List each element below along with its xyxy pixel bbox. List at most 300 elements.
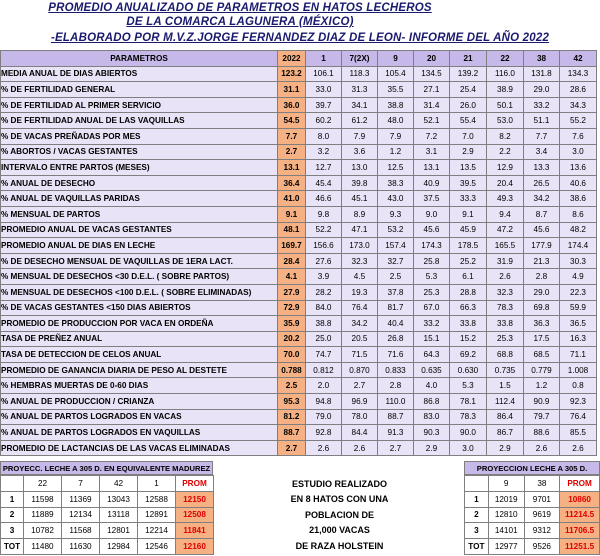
herd-value-cell: 0.833 bbox=[378, 362, 414, 378]
herd-value-cell: 9.3 bbox=[378, 206, 414, 222]
herd-value-cell: 88.6 bbox=[524, 425, 560, 441]
herd-value-cell: 2.9 bbox=[487, 440, 524, 456]
projection-row-label: 1 bbox=[465, 491, 489, 507]
parameter-label: PROMEDIO DE GANANCIA DIARIA DE PESO AL DESTETE bbox=[1, 362, 278, 378]
herd-value-cell: 2.0 bbox=[306, 378, 342, 394]
herd-value-cell: 105.4 bbox=[378, 66, 414, 82]
report-header bbox=[0, 0, 600, 48]
herd-value-cell: 37.8 bbox=[378, 284, 414, 300]
column-header-1: 1 bbox=[306, 51, 342, 67]
table-row bbox=[1, 300, 597, 316]
herd-value-cell: 69.8 bbox=[524, 300, 560, 316]
table-row bbox=[1, 175, 597, 191]
herd-value-cell: 21.3 bbox=[524, 253, 560, 269]
parameter-label: INTERVALO ENTRE PARTOS (MESES) bbox=[1, 160, 278, 176]
year-average-cell: 27.9 bbox=[278, 284, 306, 300]
herd-value-cell: 55.4 bbox=[450, 113, 487, 129]
herd-value-cell: 3.2 bbox=[306, 144, 342, 160]
herd-value-cell: 52.1 bbox=[414, 113, 450, 129]
table-row bbox=[1, 362, 597, 378]
herd-value-cell: 92.8 bbox=[306, 425, 342, 441]
table-row bbox=[1, 191, 597, 207]
projection-row-label: 2 bbox=[465, 507, 489, 523]
herd-value-cell: 86.4 bbox=[487, 409, 524, 425]
table-row bbox=[1, 97, 597, 113]
herd-value-cell: 39.7 bbox=[306, 97, 342, 113]
herd-value-cell: 134.5 bbox=[414, 66, 450, 82]
herd-value-cell: 59.9 bbox=[560, 300, 597, 316]
herd-value-cell: 2.6 bbox=[342, 440, 378, 456]
herd-value-cell: 0.735 bbox=[487, 362, 524, 378]
parameter-label: % MENSUAL DE DESECHOS <100 D.E.L. ( SOBRE ELIMINADAS) bbox=[1, 284, 278, 300]
herd-value-cell: 7.2 bbox=[414, 128, 450, 144]
herd-value-cell: 116.0 bbox=[487, 66, 524, 82]
year-average-cell: 70.0 bbox=[278, 347, 306, 363]
herd-value-cell: 9.1 bbox=[450, 206, 487, 222]
herd-value-cell: 53.0 bbox=[487, 113, 524, 129]
herd-value-cell: 2.8 bbox=[524, 269, 560, 285]
herd-value-cell: 7.0 bbox=[450, 128, 487, 144]
herd-value-cell: 74.7 bbox=[306, 347, 342, 363]
parameter-label: % DE FERTILIDAD GENERAL bbox=[1, 82, 278, 98]
herd-value-cell: 7.7 bbox=[524, 128, 560, 144]
herd-value-cell: 2.8 bbox=[378, 378, 414, 394]
year-average-cell: 41.0 bbox=[278, 191, 306, 207]
year-average-cell: 9.1 bbox=[278, 206, 306, 222]
herd-value-cell: 2.5 bbox=[378, 269, 414, 285]
herd-value-cell: 38.3 bbox=[378, 175, 414, 191]
herd-value-cell: 2.9 bbox=[450, 144, 487, 160]
herd-value-cell: 84.0 bbox=[306, 300, 342, 316]
herd-value-cell: 7.9 bbox=[342, 128, 378, 144]
projection-value-cell: 11598 bbox=[24, 491, 62, 507]
herd-value-cell: 13.6 bbox=[560, 160, 597, 176]
table-row bbox=[1, 331, 597, 347]
herd-value-cell: 49.3 bbox=[487, 191, 524, 207]
herd-value-cell: 33.3 bbox=[450, 191, 487, 207]
herd-value-cell: 12.5 bbox=[378, 160, 414, 176]
parameter-label: % ANUAL DE PARTOS LOGRADOS EN VACAS bbox=[1, 409, 278, 425]
table-row bbox=[1, 394, 597, 410]
projection-prom-cell: 12508 bbox=[176, 507, 214, 523]
projection-right-title: PROYECCION LECHE A 305 D. bbox=[464, 461, 600, 475]
herd-value-cell: 139.2 bbox=[450, 66, 487, 82]
column-header-21: 21 bbox=[450, 51, 487, 67]
herd-value-cell: 91.3 bbox=[378, 425, 414, 441]
column-header-2022: 2022 bbox=[278, 51, 306, 67]
herd-value-cell: 48.2 bbox=[560, 222, 597, 238]
projection-value-cell: 13118 bbox=[100, 507, 138, 523]
herd-value-cell: 0.630 bbox=[450, 362, 487, 378]
herd-value-cell: 96.9 bbox=[342, 394, 378, 410]
herd-value-cell: 79.0 bbox=[306, 409, 342, 425]
herd-value-cell: 2.6 bbox=[487, 269, 524, 285]
herd-value-cell: 27.1 bbox=[414, 82, 450, 98]
herd-value-cell: 67.0 bbox=[414, 300, 450, 316]
herd-value-cell: 39.8 bbox=[342, 175, 378, 191]
projection-value-cell: 11568 bbox=[62, 523, 100, 539]
report-author-line: -ELABORADO POR M.V.Z.JORGE FERNANDEZ DIAZ DE LEON- INFORME DEL AÑO 2022 bbox=[50, 32, 550, 44]
herd-value-cell: 45.4 bbox=[306, 175, 342, 191]
parameter-label: % ABORTOS / VACAS GESTANTES bbox=[1, 144, 278, 160]
herd-value-cell: 34.3 bbox=[560, 97, 597, 113]
herd-value-cell: 25.3 bbox=[414, 284, 450, 300]
column-header-9: 9 bbox=[378, 51, 414, 67]
herd-value-cell: 48.0 bbox=[378, 113, 414, 129]
herd-value-cell: 9.0 bbox=[414, 206, 450, 222]
herd-value-cell: 25.2 bbox=[450, 253, 487, 269]
projection-header-cell: PROM bbox=[176, 476, 214, 492]
projection-value-cell: 10782 bbox=[24, 523, 62, 539]
projection-prom-cell: 11214.5 bbox=[560, 507, 600, 523]
parameter-label: % MENSUAL DE DESECHOS <30 D.E.L. ( SOBRE PARTOS) bbox=[1, 269, 278, 285]
herd-value-cell: 15.2 bbox=[450, 331, 487, 347]
projection-value-cell: 12801 bbox=[100, 523, 138, 539]
parameter-label: % DE DESECHO MENSUAL DE VAQUILLAS DE 1ERA LACT. bbox=[1, 253, 278, 269]
projection-row bbox=[465, 491, 600, 507]
projection-row bbox=[465, 523, 600, 539]
herd-value-cell: 13.0 bbox=[342, 160, 378, 176]
herd-value-cell: 118.3 bbox=[342, 66, 378, 82]
herd-value-cell: 0.812 bbox=[306, 362, 342, 378]
herd-value-cell: 177.9 bbox=[524, 238, 560, 254]
projection-value-cell: 11630 bbox=[62, 539, 100, 555]
projection-header-cell: 38 bbox=[524, 476, 560, 492]
projection-row-label: 3 bbox=[1, 523, 24, 539]
table-header-row bbox=[1, 51, 597, 67]
projection-header-cell bbox=[1, 476, 24, 492]
herd-value-cell: 2.6 bbox=[524, 440, 560, 456]
herd-value-cell: 29.0 bbox=[524, 284, 560, 300]
herd-value-cell: 53.2 bbox=[378, 222, 414, 238]
column-header-38: 38 bbox=[524, 51, 560, 67]
herd-value-cell: 3.0 bbox=[560, 144, 597, 160]
projection-value-cell: 12019 bbox=[488, 491, 524, 507]
parameter-label: % HEMBRAS MUERTAS DE 0-60 DIAS bbox=[1, 378, 278, 394]
projection-header-cell: 42 bbox=[100, 476, 138, 492]
study-note bbox=[222, 475, 457, 555]
parameter-label: PROMEDIO DE LACTANCIAS DE LAS VACAS ELIMINADAS bbox=[1, 440, 278, 456]
herd-value-cell: 40.6 bbox=[560, 175, 597, 191]
herd-value-cell: 71.1 bbox=[560, 347, 597, 363]
year-average-cell: 123.2 bbox=[278, 66, 306, 82]
herd-value-cell: 45.6 bbox=[524, 222, 560, 238]
herd-value-cell: 157.4 bbox=[378, 238, 414, 254]
herd-value-cell: 25.4 bbox=[450, 82, 487, 98]
herd-value-cell: 34.2 bbox=[342, 316, 378, 332]
projection-row bbox=[1, 523, 214, 539]
year-average-cell: 28.4 bbox=[278, 253, 306, 269]
herd-value-cell: 25.8 bbox=[414, 253, 450, 269]
year-average-cell: 31.1 bbox=[278, 82, 306, 98]
projection-prom-cell: 10860 bbox=[560, 491, 600, 507]
table-row bbox=[1, 66, 597, 82]
herd-value-cell: 32.3 bbox=[487, 284, 524, 300]
projection-row-label: TOT bbox=[1, 539, 24, 555]
herd-value-cell: 32.7 bbox=[378, 253, 414, 269]
projection-row bbox=[1, 507, 214, 523]
herd-value-cell: 8.0 bbox=[306, 128, 342, 144]
table-row bbox=[1, 347, 597, 363]
projection-prom-cell: 12150 bbox=[176, 491, 214, 507]
herd-value-cell: 131.8 bbox=[524, 66, 560, 82]
parameter-label: % DE VACAS PREÑADAS POR MES bbox=[1, 128, 278, 144]
herd-value-cell: 45.9 bbox=[450, 222, 487, 238]
column-header-20: 20 bbox=[414, 51, 450, 67]
herd-value-cell: 60.2 bbox=[306, 113, 342, 129]
table-row bbox=[1, 316, 597, 332]
herd-value-cell: 68.5 bbox=[524, 347, 560, 363]
herd-value-cell: 61.2 bbox=[342, 113, 378, 129]
herd-value-cell: 31.4 bbox=[414, 97, 450, 113]
herd-value-cell: 84.4 bbox=[342, 425, 378, 441]
projection-row bbox=[465, 507, 600, 523]
projections-section bbox=[0, 461, 600, 556]
herd-value-cell: 165.5 bbox=[487, 238, 524, 254]
projection-prom-cell: 11841 bbox=[176, 523, 214, 539]
herd-value-cell: 17.5 bbox=[524, 331, 560, 347]
herd-value-cell: 90.0 bbox=[450, 425, 487, 441]
herd-value-cell: 30.3 bbox=[560, 253, 597, 269]
year-average-cell: 72.9 bbox=[278, 300, 306, 316]
table-row bbox=[1, 128, 597, 144]
projection-header-row bbox=[1, 476, 214, 492]
projection-row bbox=[465, 539, 600, 555]
study-note-line: ESTUDIO REALIZADO bbox=[291, 478, 387, 489]
herd-value-cell: 19.3 bbox=[342, 284, 378, 300]
projection-left-title: PROYECC. LECHE A 305 D. EN EQUIVALENTE MADUREZ bbox=[0, 461, 213, 475]
year-average-cell: 2.7 bbox=[278, 440, 306, 456]
projection-value-cell: 12546 bbox=[138, 539, 176, 555]
herd-value-cell: 33.2 bbox=[414, 316, 450, 332]
herd-value-cell: 2.6 bbox=[306, 440, 342, 456]
projection-value-cell: 12977 bbox=[488, 539, 524, 555]
herd-value-cell: 52.2 bbox=[306, 222, 342, 238]
herd-value-cell: 4.5 bbox=[342, 269, 378, 285]
herd-value-cell: 34.1 bbox=[342, 97, 378, 113]
herd-value-cell: 78.3 bbox=[487, 300, 524, 316]
table-row bbox=[1, 206, 597, 222]
table-row bbox=[1, 378, 597, 394]
herd-value-cell: 12.9 bbox=[487, 160, 524, 176]
herd-value-cell: 76.4 bbox=[560, 409, 597, 425]
herd-value-cell: 3.4 bbox=[524, 144, 560, 160]
report-title-line-1: PROMEDIO ANUALIZADO DE PARAMETROS EN HATOS LECHEROS bbox=[48, 2, 432, 14]
herd-value-cell: 156.6 bbox=[306, 238, 342, 254]
herd-value-cell: 3.6 bbox=[342, 144, 378, 160]
projection-value-cell: 11480 bbox=[24, 539, 62, 555]
herd-value-cell: 106.1 bbox=[306, 66, 342, 82]
herd-value-cell: 2.7 bbox=[342, 378, 378, 394]
herd-value-cell: 2.2 bbox=[487, 144, 524, 160]
herd-value-cell: 71.5 bbox=[342, 347, 378, 363]
table-row bbox=[1, 82, 597, 98]
herd-value-cell: 5.3 bbox=[450, 378, 487, 394]
herd-value-cell: 3.9 bbox=[306, 269, 342, 285]
table-row bbox=[1, 113, 597, 129]
table-row bbox=[1, 284, 597, 300]
year-average-cell: 20.2 bbox=[278, 331, 306, 347]
herd-value-cell: 27.6 bbox=[306, 253, 342, 269]
projection-value-cell: 12134 bbox=[62, 507, 100, 523]
projection-header-cell: 1 bbox=[138, 476, 176, 492]
herd-value-cell: 83.0 bbox=[414, 409, 450, 425]
projection-value-cell: 9619 bbox=[524, 507, 560, 523]
report-title-line-2: DE LA COMARCA LAGUNERA (MÉXICO) bbox=[126, 16, 354, 28]
parameters-table bbox=[0, 50, 597, 456]
herd-value-cell: 68.8 bbox=[487, 347, 524, 363]
herd-value-cell: 8.7 bbox=[524, 206, 560, 222]
year-average-cell: 7.7 bbox=[278, 128, 306, 144]
herd-value-cell: 78.3 bbox=[450, 409, 487, 425]
herd-value-cell: 13.1 bbox=[414, 160, 450, 176]
herd-value-cell: 4.0 bbox=[414, 378, 450, 394]
herd-value-cell: 45.1 bbox=[342, 191, 378, 207]
projection-value-cell: 12214 bbox=[138, 523, 176, 539]
herd-value-cell: 174.3 bbox=[414, 238, 450, 254]
herd-value-cell: 6.1 bbox=[450, 269, 487, 285]
herd-value-cell: 90.9 bbox=[524, 394, 560, 410]
herd-value-cell: 13.5 bbox=[450, 160, 487, 176]
herd-value-cell: 34.2 bbox=[524, 191, 560, 207]
herd-value-cell: 36.3 bbox=[524, 316, 560, 332]
projection-header-cell: 7 bbox=[62, 476, 100, 492]
herd-value-cell: 64.3 bbox=[414, 347, 450, 363]
herd-value-cell: 12.7 bbox=[306, 160, 342, 176]
table-row bbox=[1, 269, 597, 285]
projection-value-cell: 11369 bbox=[62, 491, 100, 507]
column-header-42: 42 bbox=[560, 51, 597, 67]
herd-value-cell: 110.0 bbox=[378, 394, 414, 410]
herd-value-cell: 26.8 bbox=[378, 331, 414, 347]
herd-value-cell: 8.6 bbox=[560, 206, 597, 222]
herd-value-cell: 76.4 bbox=[342, 300, 378, 316]
herd-value-cell: 78.1 bbox=[450, 394, 487, 410]
year-average-cell: 48.1 bbox=[278, 222, 306, 238]
herd-value-cell: 20.4 bbox=[487, 175, 524, 191]
projection-value-cell: 12984 bbox=[100, 539, 138, 555]
parameter-label: PROMEDIO DE PRODUCCION POR VACA EN ORDEÑA bbox=[1, 316, 278, 332]
study-note-line: 21,000 VACAS bbox=[309, 525, 370, 535]
herd-value-cell: 45.6 bbox=[414, 222, 450, 238]
projection-prom-cell: 11251.5 bbox=[560, 539, 600, 555]
study-note-line: POBLACION DE bbox=[304, 509, 374, 520]
herd-value-cell: 88.7 bbox=[378, 409, 414, 425]
herd-value-cell: 32.3 bbox=[342, 253, 378, 269]
herd-value-cell: 38.8 bbox=[378, 97, 414, 113]
parameter-label: TASA DE PREÑEZ ANUAL bbox=[1, 331, 278, 347]
parameter-label: % DE FERTILIDAD ANUAL DE LAS VAQUILLAS bbox=[1, 113, 278, 129]
herd-value-cell: 173.0 bbox=[342, 238, 378, 254]
projection-row-label: 2 bbox=[1, 507, 24, 523]
year-average-cell: 4.1 bbox=[278, 269, 306, 285]
herd-value-cell: 2.9 bbox=[414, 440, 450, 456]
projection-value-cell: 9701 bbox=[524, 491, 560, 507]
projection-left-table bbox=[0, 475, 214, 555]
projection-row-label: 3 bbox=[465, 523, 489, 539]
herd-value-cell: 33.0 bbox=[306, 82, 342, 98]
herd-value-cell: 31.9 bbox=[487, 253, 524, 269]
herd-value-cell: 33.8 bbox=[487, 316, 524, 332]
parameter-label: PROMEDIO ANUAL DE DIAS EN LECHE bbox=[1, 238, 278, 254]
year-average-cell: 13.1 bbox=[278, 160, 306, 176]
herd-value-cell: 28.6 bbox=[560, 82, 597, 98]
column-header-parametros: PARAMETROS bbox=[1, 51, 278, 67]
projection-row-label: 1 bbox=[1, 491, 24, 507]
parameter-label: % ANUAL DE PARTOS LOGRADOS EN VAQUILLAS bbox=[1, 425, 278, 441]
herd-value-cell: 0.779 bbox=[524, 362, 560, 378]
herd-value-cell: 47.2 bbox=[487, 222, 524, 238]
herd-value-cell: 36.5 bbox=[560, 316, 597, 332]
herd-value-cell: 7.9 bbox=[378, 128, 414, 144]
herd-value-cell: 86.7 bbox=[487, 425, 524, 441]
projection-header-cell bbox=[465, 476, 489, 492]
column-header-22: 22 bbox=[487, 51, 524, 67]
projection-value-cell: 12891 bbox=[138, 507, 176, 523]
herd-value-cell: 38.9 bbox=[487, 82, 524, 98]
herd-value-cell: 2.6 bbox=[560, 440, 597, 456]
year-average-cell: 0.788 bbox=[278, 362, 306, 378]
table-row bbox=[1, 440, 597, 456]
year-average-cell: 2.7 bbox=[278, 144, 306, 160]
herd-value-cell: 78.0 bbox=[342, 409, 378, 425]
year-average-cell: 88.7 bbox=[278, 425, 306, 441]
herd-value-cell: 47.1 bbox=[342, 222, 378, 238]
herd-value-cell: 39.5 bbox=[450, 175, 487, 191]
herd-value-cell: 2.7 bbox=[378, 440, 414, 456]
table-row bbox=[1, 144, 597, 160]
herd-value-cell: 1.2 bbox=[378, 144, 414, 160]
year-average-cell: 169.7 bbox=[278, 238, 306, 254]
projection-value-cell: 9526 bbox=[524, 539, 560, 555]
herd-value-cell: 20.5 bbox=[342, 331, 378, 347]
herd-value-cell: 90.3 bbox=[414, 425, 450, 441]
herd-value-cell: 40.4 bbox=[378, 316, 414, 332]
herd-value-cell: 8.9 bbox=[342, 206, 378, 222]
herd-value-cell: 16.3 bbox=[560, 331, 597, 347]
herd-value-cell: 9.4 bbox=[487, 206, 524, 222]
herd-value-cell: 26.0 bbox=[450, 97, 487, 113]
table-row bbox=[1, 222, 597, 238]
projection-header-cell: 9 bbox=[488, 476, 524, 492]
parameter-label: % ANUAL DE VAQUILLAS PARIDAS bbox=[1, 191, 278, 207]
study-note-line: EN 8 HATOS CON UNA bbox=[290, 494, 389, 504]
herd-value-cell: 29.0 bbox=[524, 82, 560, 98]
herd-value-cell: 50.1 bbox=[487, 97, 524, 113]
herd-value-cell: 33.8 bbox=[450, 316, 487, 332]
herd-value-cell: 94.8 bbox=[306, 394, 342, 410]
projection-value-cell: 12810 bbox=[488, 507, 524, 523]
herd-value-cell: 38.8 bbox=[306, 316, 342, 332]
herd-value-cell: 92.3 bbox=[560, 394, 597, 410]
projection-prom-cell: 12160 bbox=[176, 539, 214, 555]
year-average-cell: 54.5 bbox=[278, 113, 306, 129]
herd-value-cell: 112.4 bbox=[487, 394, 524, 410]
herd-value-cell: 1.2 bbox=[524, 378, 560, 394]
projection-value-cell: 9312 bbox=[524, 523, 560, 539]
herd-value-cell: 37.5 bbox=[414, 191, 450, 207]
herd-value-cell: 5.3 bbox=[414, 269, 450, 285]
herd-value-cell: 51.1 bbox=[524, 113, 560, 129]
herd-value-cell: 3.0 bbox=[450, 440, 487, 456]
parameter-label: % ANUAL DE PRODUCCION / CRIANZA bbox=[1, 394, 278, 410]
herd-value-cell: 178.5 bbox=[450, 238, 487, 254]
herd-value-cell: 28.2 bbox=[306, 284, 342, 300]
projection-header-cell: PROM bbox=[560, 476, 600, 492]
projection-row bbox=[1, 491, 214, 507]
herd-value-cell: 35.5 bbox=[378, 82, 414, 98]
herd-value-cell: 43.0 bbox=[378, 191, 414, 207]
